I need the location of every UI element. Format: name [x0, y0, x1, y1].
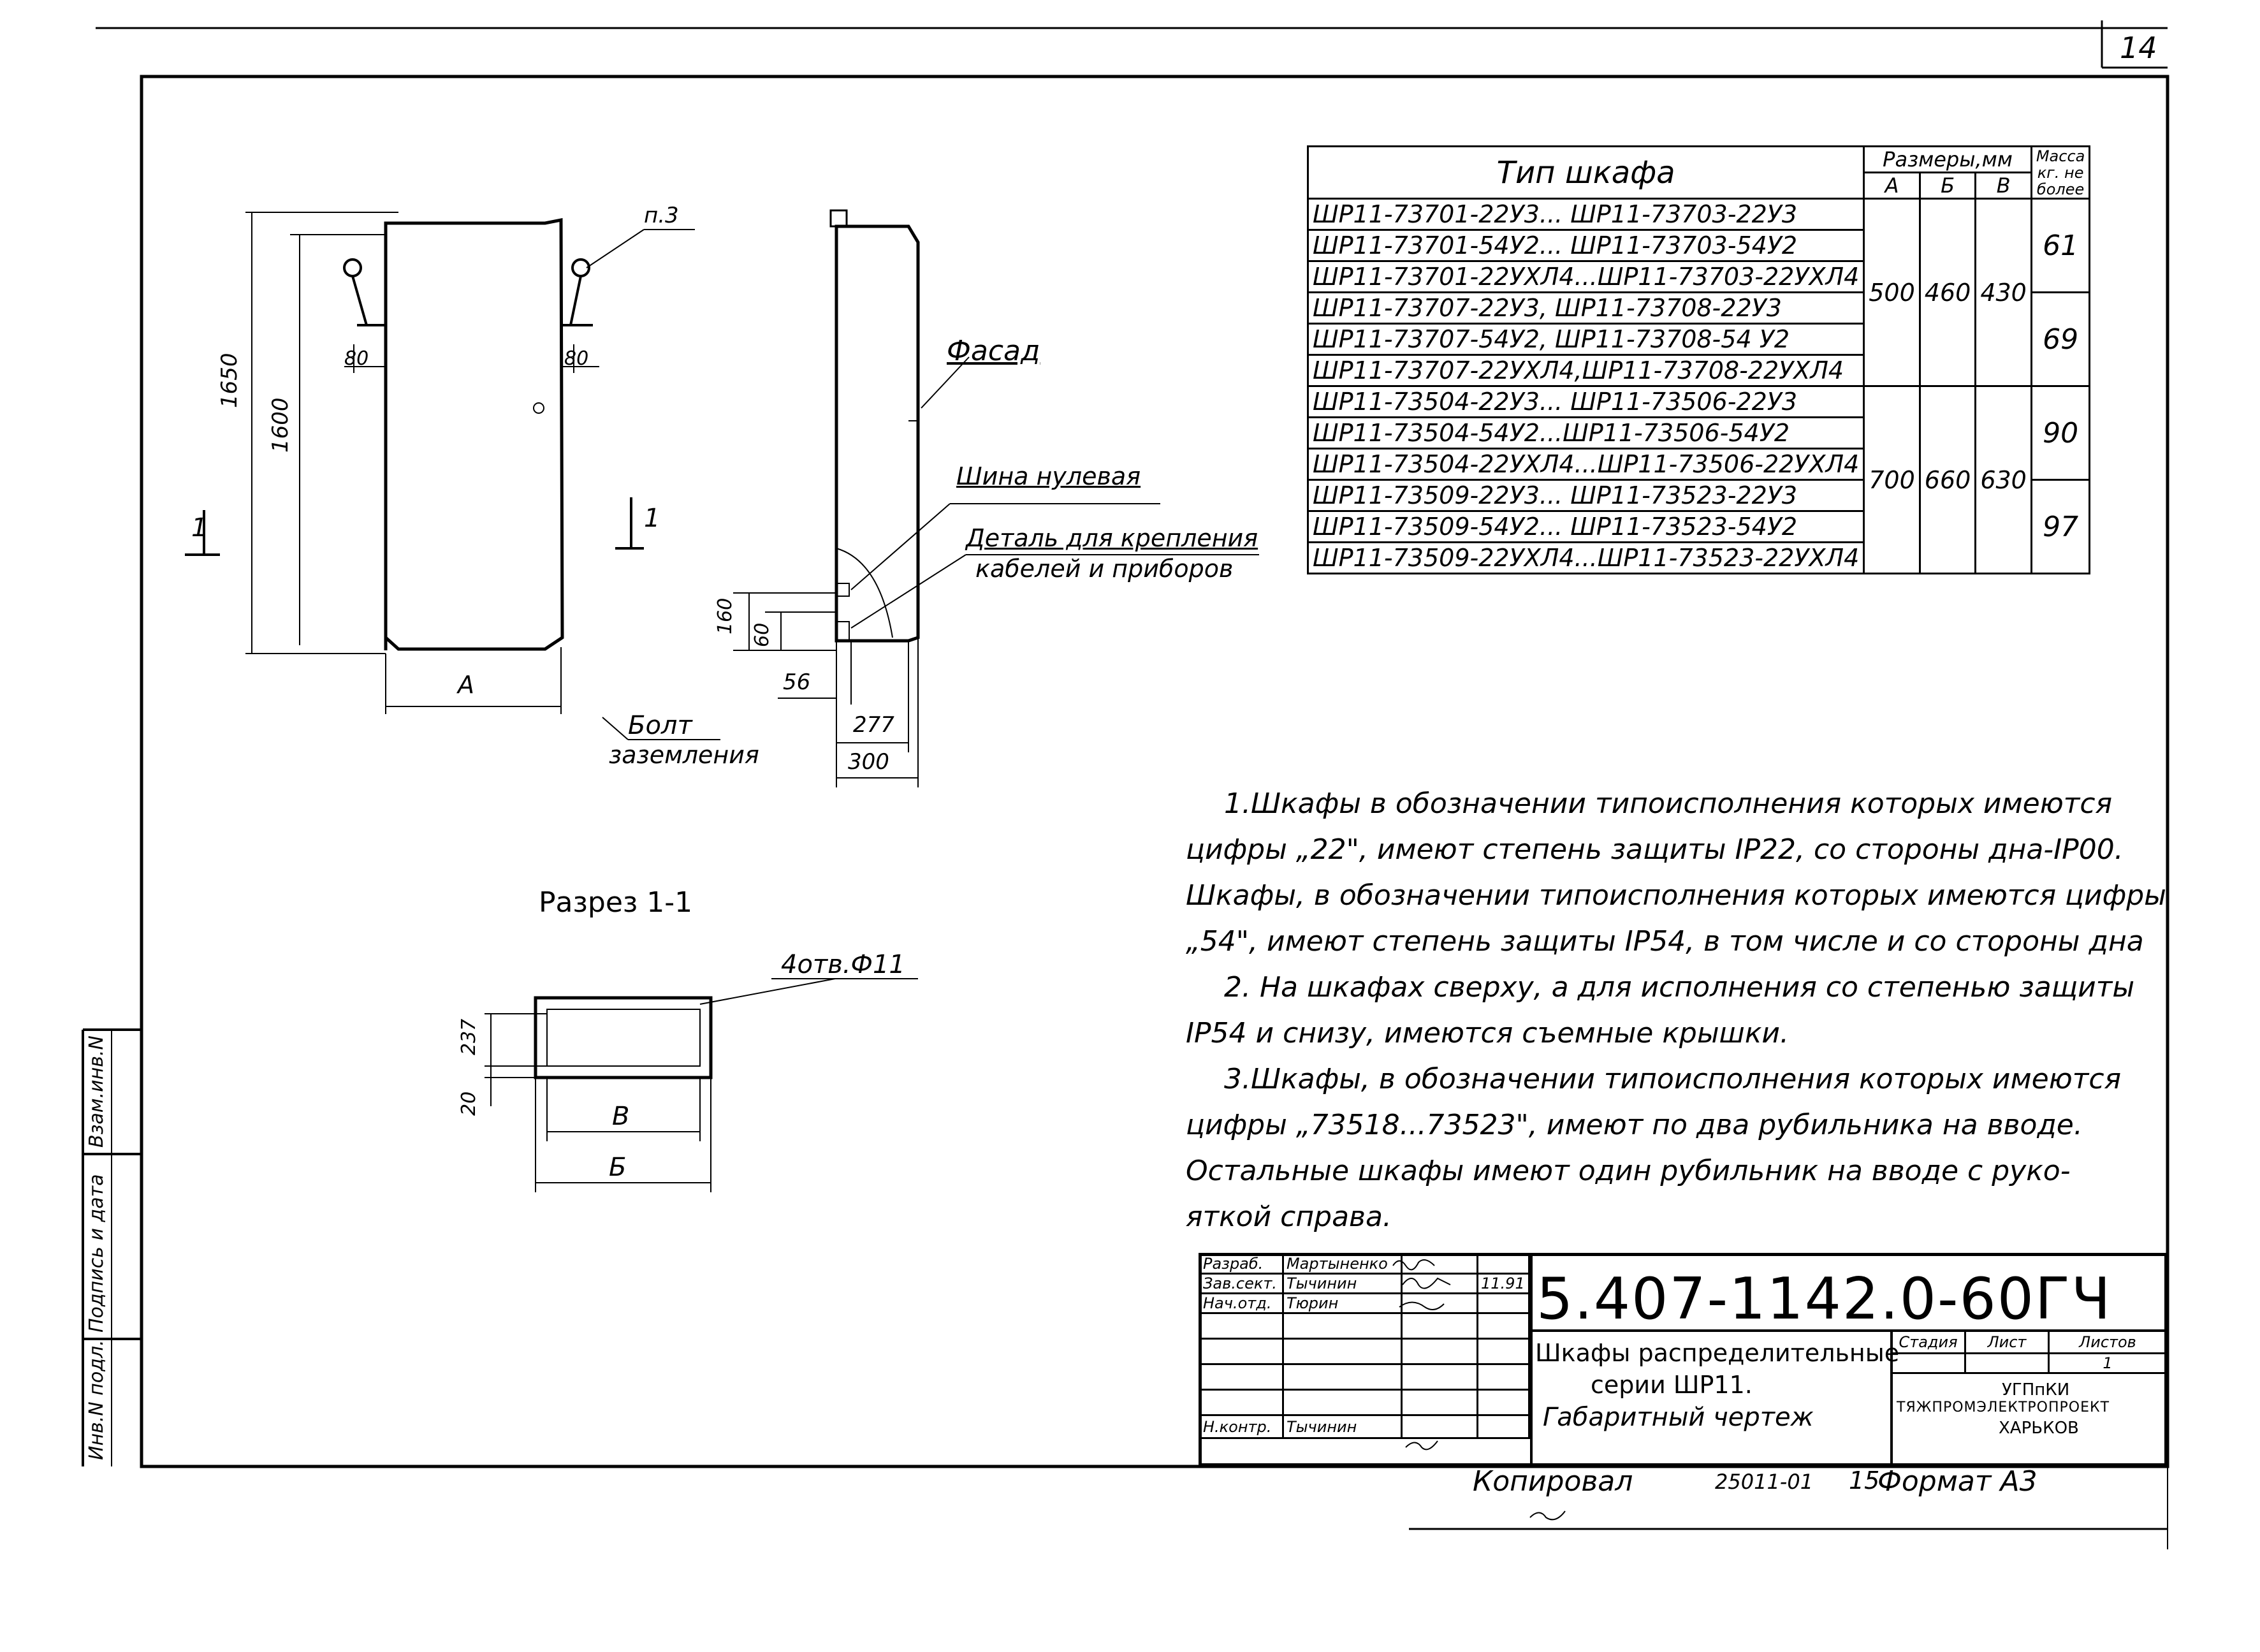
org-line-1: УГПпКИ: [2002, 1380, 2070, 1400]
label-detail-2: кабелей и приборов: [975, 555, 1234, 583]
label-facade: Фасад: [947, 335, 1040, 367]
table-row: ШР11-73504-22УХЛ4...ШР11-73506-22УХЛ4: [1308, 449, 1864, 480]
table-row: ШР11-73707-54У2, ШР11-73708-54 У2: [1308, 324, 1864, 355]
group2-a: 700: [1864, 386, 1920, 574]
col-a-header: А: [1864, 173, 1920, 199]
note-line: цифры „73518...73523", имеют по два рубильника на вводе.: [1186, 1109, 2083, 1141]
section-mark-right: 1: [644, 504, 660, 533]
dim-a: А: [458, 671, 474, 699]
role-head-dept: Нач.отд.: [1200, 1294, 1283, 1313]
dim-60: 60: [751, 622, 773, 647]
group2-b: 660: [1920, 386, 1976, 574]
dim-1600: 1600: [268, 397, 293, 453]
table-row: ШР11-73504-22У3... ШР11-73506-22У3: [1308, 386, 1864, 418]
table-row: ШР11-73707-22У3, ШР11-73708-22У3: [1308, 293, 1864, 324]
role-developer: Разраб.: [1200, 1254, 1283, 1274]
label-p3: п.3: [644, 203, 679, 228]
section-mark-left: 1: [191, 513, 208, 543]
table-row: ШР11-73509-54У2... ШР11-73523-54У2: [1308, 511, 1864, 543]
col-mass-header: Масса кг. не более: [2031, 147, 2090, 199]
stage-table: [1890, 1329, 2168, 1374]
col-b-header: Б: [1920, 173, 1976, 199]
dim-80-right: 80: [564, 347, 589, 370]
dim-277: 277: [853, 712, 894, 738]
table-row: ШР11-73509-22УХЛ4...ШР11-73523-22УХЛ4: [1308, 543, 1864, 574]
label-zero-bus: Шина нулевая: [956, 462, 1141, 490]
label-bolt-2: заземления: [609, 741, 759, 769]
dim-237: 237: [458, 1018, 480, 1055]
note-line: „54", имеют степень защиты IP54, в том числе и со стороны дна: [1186, 925, 2144, 958]
dim-160: 160: [714, 597, 736, 634]
dim-20: 20: [458, 1091, 480, 1116]
col-sizes-header: Размеры,мм: [1864, 147, 2032, 173]
mass-69: 69: [2031, 293, 2090, 386]
group2-v: 630: [1976, 386, 2032, 574]
mass-97: 97: [2031, 480, 2090, 574]
note-line: 2. На шкафах сверху, а для исполнения со степенью защиты: [1224, 971, 2135, 1004]
note-line: Шкафы, в обозначении типоисполнения которых имеются цифры: [1186, 879, 2166, 912]
footer-copied: Копировал: [1473, 1465, 1633, 1498]
note-line: яткой справа.: [1186, 1201, 1392, 1233]
title-line-3: Габаритный чертеж: [1543, 1403, 1814, 1432]
name-norm-control: Тычинин: [1283, 1415, 1401, 1438]
group1-b: 460: [1920, 199, 1976, 386]
doc-code: 5.407-1142.0-60ГЧ: [1536, 1266, 2112, 1333]
table-row: ШР11-73707-22УХЛ4,ШР11-73708-22УХЛ4: [1308, 355, 1864, 386]
stamp-replace-inv: Взам.инв.N: [85, 1035, 108, 1148]
footer-format: Формат А3: [1877, 1465, 2038, 1498]
col-stage: Стадия: [1892, 1331, 1965, 1354]
role-head-sector: Зав.сект.: [1200, 1274, 1283, 1294]
role-norm-control: Н.контр.: [1200, 1415, 1283, 1438]
title-divider-v: [1530, 1253, 1533, 1466]
note-line: 1.Шкафы в обозначении типоисполнения которых имеются: [1224, 787, 2113, 820]
org-line-2: ТЯЖПРОМЭЛЕКТРОПРОЕКТ: [1897, 1400, 2110, 1415]
name-developer: Мартыненко: [1283, 1254, 1401, 1274]
footer-copy-num: 15: [1849, 1466, 1880, 1495]
dim-80-left: 80: [344, 347, 369, 370]
col-v-header: В: [1976, 173, 2032, 199]
dim-300: 300: [848, 749, 889, 775]
note-line: IP54 и снизу, имеются съемные крышки.: [1186, 1017, 1789, 1049]
mass-90: 90: [2031, 386, 2090, 480]
date-head-sector: 11.91: [1478, 1274, 1529, 1294]
dim-1650: 1650: [217, 353, 242, 408]
table-row: ШР11-73701-54У2... ШР11-73703-54У2: [1308, 230, 1864, 261]
section-title: Разрез 1-1: [539, 886, 693, 919]
note-line: 3.Шкафы, в обозначении типоисполнения которых имеются: [1224, 1063, 2122, 1095]
col-sheet: Лист: [1965, 1331, 2049, 1354]
dim-56: 56: [783, 669, 811, 695]
col-sheets: Листов: [2049, 1331, 2167, 1354]
label-bolt-1: Болт: [628, 711, 692, 740]
table-row: ШР11-73509-22У3... ШР11-73523-22У3: [1308, 480, 1864, 511]
dim-v: В: [612, 1102, 630, 1131]
stamp-sign-date: Подпись и дата: [85, 1174, 108, 1333]
dim-b: Б: [609, 1153, 627, 1182]
note-line: цифры „22", имеют степень защиты IP22, со стороны дна-IP00.: [1186, 833, 2124, 866]
name-head-sector: Тычинин: [1283, 1274, 1401, 1294]
label-holes: 4отв.Ф11: [781, 950, 905, 979]
label-detail-1: Деталь для крепления: [966, 524, 1258, 552]
page-number: 14: [2120, 31, 2157, 65]
footer-copy-code: 25011-01: [1715, 1470, 1814, 1494]
sheets-value: 1: [2049, 1354, 2167, 1373]
note-line: Остальные шкафы имеют один рубильник на вводе с руко-: [1186, 1155, 2071, 1187]
table-row: ШР11-73701-22УХЛ4...ШР11-73703-22УХЛ4: [1308, 261, 1864, 293]
group1-a: 500: [1864, 199, 1920, 386]
org-line-3: ХАРЬКОВ: [1999, 1419, 2079, 1438]
name-head-dept: Тюрин: [1283, 1294, 1401, 1313]
title-line-1: Шкафы распределительные: [1535, 1339, 1900, 1367]
mass-61: 61: [2031, 199, 2090, 293]
title-line-2: серии ШР11.: [1591, 1371, 1753, 1399]
table-row: ШР11-73504-54У2...ШР11-73506-54У2: [1308, 418, 1864, 449]
stamp-inv-orig: Инв.N подл.: [85, 1340, 108, 1460]
table-row: ШР11-73701-22У3... ШР11-73703-22У3: [1308, 199, 1864, 230]
group1-v: 430: [1976, 199, 2032, 386]
col-type-header: Тип шкафа: [1308, 147, 1864, 199]
